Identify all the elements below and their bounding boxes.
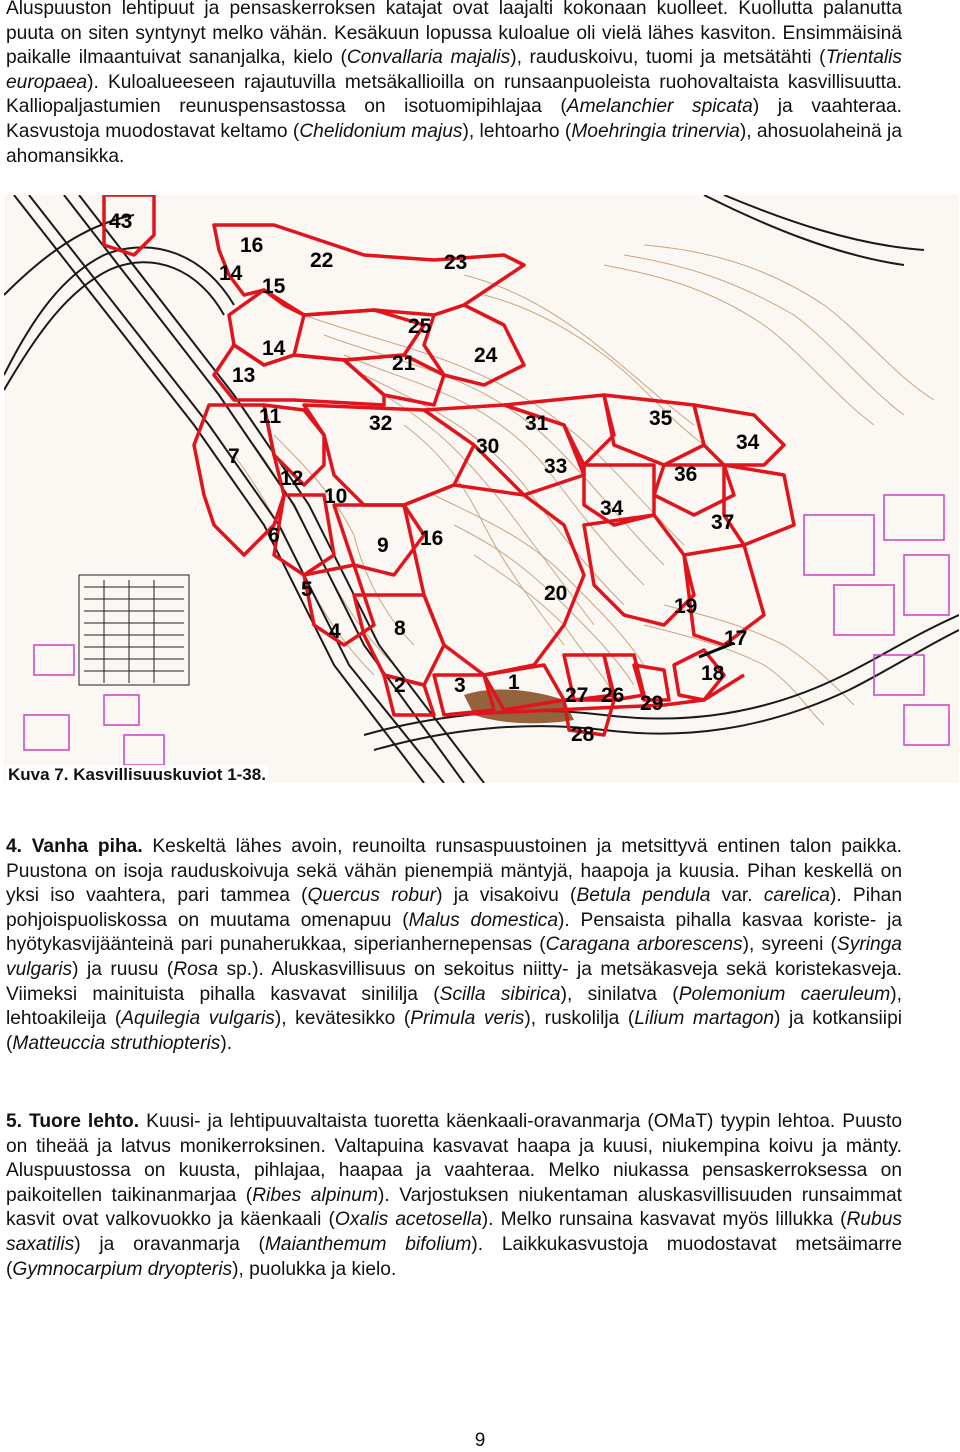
area-label: 35 xyxy=(649,407,673,430)
area-label: 13 xyxy=(232,364,256,387)
area-label: 32 xyxy=(369,412,393,435)
area-label: 22 xyxy=(310,249,334,272)
area-label: 17 xyxy=(724,627,748,650)
area-label: 36 xyxy=(674,463,698,486)
area-label: 19 xyxy=(674,595,698,618)
area-label: 25 xyxy=(408,315,432,338)
area-label: 10 xyxy=(324,485,348,508)
area-label: 24 xyxy=(474,344,498,367)
section-5-paragraph: 5. Tuore lehto. Kuusi- ja lehtipuuvaltaista tuoretta käenkaali-oravanmarja (OMaT) tyypin lehtoa. Puusto on tiheää ja latvus monikerroksinen. Valtapuina kasvavat haapa ja kuusi, niukempina koivu ja mänty. Aluspuustossa on kuusta, pihlajaa, haapaa ja vaahteraa. Melko niukassa pensaskerroksessa on paikoitellen taikinanmarjaa (Ribes alpinum). Varjostuksen niukentaman aluskasvillisuuden runsaimmat kasvit ovat valkovuokko ja käenkaali (Oxalis acetosella). Melko runsaina kasvavat myös lillukka (Rubus saxatilis) ja oravanmarja (Maianthemum bifolium). Laikkukasvustoja muodostavat metsäimarre (Gymnocarpium dryopteris), puolukka ja kielo. xyxy=(6,1111,903,1280)
area-label: 15 xyxy=(262,275,286,298)
area-label: 2 xyxy=(394,674,406,697)
area-label: 23 xyxy=(444,251,468,274)
area-label: 16 xyxy=(420,527,444,550)
area-label: 34 xyxy=(736,431,760,454)
page-number: 9 xyxy=(474,1430,486,1451)
area-label: 21 xyxy=(392,352,416,375)
area-label: 28 xyxy=(571,723,595,746)
area-label: 20 xyxy=(544,582,568,605)
section-4-paragraph: 4. Vanha piha. Keskeltä lähes avoin, reunoilta runsaspuustoinen ja metsittyvä entinen talon paikka. Puustona on isoja rauduskoivuja sekä vähän pienempiä mäntyjä, haapoja ja kuusia. Pihan keskellä on yksi iso vaahtera, pari tammea (Quercus robur) ja visakoivu (Betula pendula var. carelica). Pihan pohjoispuoliskossa on muutama omenapuu (Malus domestica). Pensaista pihalla kasvaa koriste- ja hyötykasvijäänteinä pari punaherukkaa, siperianhernepensas (Caragana arborescens), syreeni (Syringa vulgaris) ja ruusu (Rosa sp.). Aluskasvillisuus on sekoitus niitty- ja metsäkasveja sekä koristekasveja. Viimeksi mainituista pihalla kasvavat sinililja (Scilla sibirica), sinilatva (Polemonium caeruleum), lehtoakileija (Aquilegia vulgaris), kevätesikko (Primula veris), ruskolilja (Lilium martagon) ja kotkansiipi (Matteuccia struthiopteris). xyxy=(6,836,903,1054)
area-label: 3 xyxy=(454,674,466,697)
area-label: 18 xyxy=(701,662,725,685)
area-label: 29 xyxy=(640,692,664,715)
area-label: 37 xyxy=(711,511,735,534)
intro-paragraph: Aluspuuston lehtipuut ja pensaskerroksen katajat ovat laajalti kokonaan kuolleet. Kuollutta palanutta puuta on siten syntynyt melko vähän. Kesäkuun lopussa kuloalue oli vielä lähes kasviton. Ensimmäisinä paikalle ilmaantuivat sananjalka, kielo (Convallaria majalis), rauduskoivu, tuomi ja metsätähti (Trientalis europaea). Kuloalueeseen rajautuvilla metsäkallioilla on runsaanpuoleista ruohovaltaista kasvillisuutta. Kalliopaljastumien reunuspensastossa on isotuomipihlajaa (Amelanchier spicata) ja vaahteraa. Kasvustoja muodostavat keltamo (Chelidonium majus), lehtoarho (Moehringia trinervia), ahosuolaheinä ja ahomansikka. xyxy=(6,0,902,167)
area-label: 8 xyxy=(394,617,406,640)
area-label: 16 xyxy=(240,234,264,257)
area-label: 1 xyxy=(508,671,520,694)
area-label: 14 xyxy=(219,262,243,285)
area-label: 5 xyxy=(301,578,313,601)
area-label: 43 xyxy=(109,210,133,233)
area-label: 6 xyxy=(268,524,280,547)
area-label: 26 xyxy=(601,684,625,707)
area-label: 11 xyxy=(259,405,282,428)
area-label: 34 xyxy=(600,497,624,520)
vegetation-map xyxy=(4,195,959,783)
area-label: 30 xyxy=(476,435,500,458)
area-label: 14 xyxy=(262,337,286,360)
area-label: 33 xyxy=(544,455,568,478)
area-label: 31 xyxy=(525,412,549,435)
area-label: 7 xyxy=(228,445,240,468)
area-label: 27 xyxy=(565,684,589,707)
figure-caption: Kuva 7. Kasvillisuuskuviot 1-38. xyxy=(8,765,266,784)
area-label: 4 xyxy=(329,620,341,643)
area-label: 9 xyxy=(377,534,389,557)
area-label: 12 xyxy=(280,467,304,490)
